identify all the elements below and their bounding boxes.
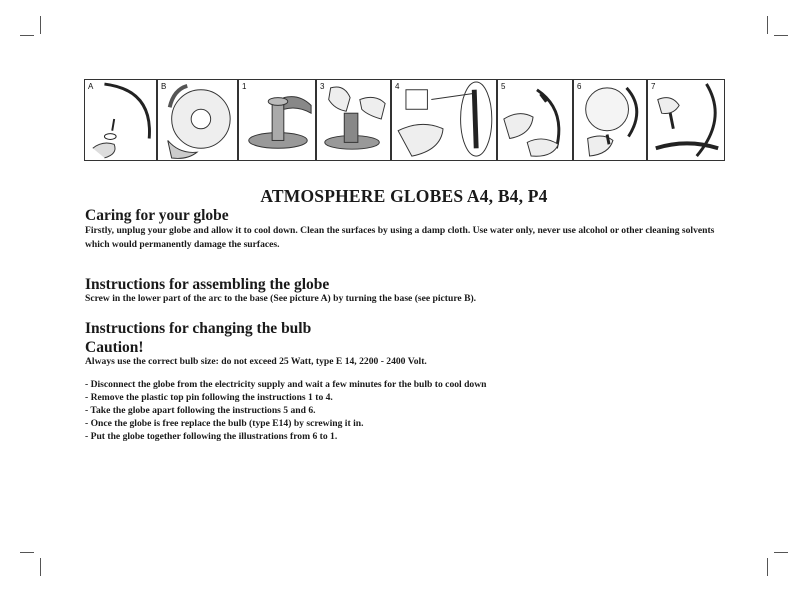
globe-sphere-illustration (574, 80, 646, 160)
illustration-panel-6 (573, 79, 647, 161)
caution-heading: Caution! (85, 339, 144, 356)
list-item: - Once the globe is free replace the bulb (type E14) by screwing it in. (85, 417, 364, 429)
assembling-heading: Instructions for assembling the globe (85, 276, 330, 293)
panel-label: B (161, 82, 167, 91)
panel-label: A (88, 82, 94, 91)
assembling-text: Screw in the lower part of the arc to the base (See picture A) by turning the base (see picture B). (85, 293, 477, 304)
caution-text: Always use the correct bulb size: do not exceed 25 Watt, type E 14, 2200 - 2400 Volt. (85, 356, 427, 367)
crop-mark-bottom-left-h (20, 552, 34, 553)
illustration-panel-a (84, 79, 157, 161)
globe-arc-illustration (85, 80, 156, 160)
panel-label: 3 (320, 82, 325, 91)
illustration-panel-b (157, 79, 238, 161)
bulb-steps-list (85, 379, 487, 444)
crop-mark-bottom-left-v (40, 558, 41, 576)
crop-mark-bottom-right-v (767, 558, 768, 576)
list-item: - Put the globe together following the illustrations from 6 to 1. (85, 430, 338, 442)
page-title: ATMOSPHERE GLOBES A4, B4, P4 (260, 186, 548, 206)
crop-mark-top-right-h (774, 35, 788, 36)
panel-label: 1 (242, 82, 247, 91)
unscrew-pin-illustration (317, 80, 390, 160)
list-item: - Disconnect the globe from the electricity supply and wait a few minutes for the bulb to cool down (85, 379, 487, 390)
caring-text: Firstly, unplug your globe and allow it to cool down. Clean the surfaces by using a damp cloth. Use water only, never use alcohol or other cleaning solvents which would permanently damage the surfaces. (85, 225, 715, 250)
illustration-panel-5 (497, 79, 573, 161)
base-turn-illustration (158, 80, 237, 160)
crop-mark-top-right-v (767, 16, 768, 34)
panel-label: 4 (395, 82, 400, 91)
list-item: - Remove the plastic top pin following the instructions 1 to 4. (85, 391, 333, 403)
reassemble-arc-illustration (648, 80, 724, 160)
separate-globe-illustration (498, 80, 572, 160)
crop-mark-bottom-right-h (774, 552, 788, 553)
bulb-heading: Instructions for changing the bulb (85, 320, 312, 337)
remove-pin-illustration (392, 80, 496, 160)
illustration-panel-7 (647, 79, 725, 161)
top-pin-illustration (239, 80, 315, 160)
illustration-strip (84, 79, 725, 161)
panel-label: 6 (577, 82, 582, 91)
panel-label: 7 (651, 82, 656, 91)
list-item: - Take the globe apart following the instructions 5 and 6. (85, 404, 316, 416)
illustration-panel-4 (391, 79, 497, 161)
crop-mark-top-left-h (20, 35, 34, 36)
crop-mark-top-left-v (40, 16, 41, 34)
illustration-panel-1 (238, 79, 316, 161)
illustration-panel-3 (316, 79, 391, 161)
panel-label: 5 (501, 82, 506, 91)
caring-heading: Caring for your globe (85, 207, 229, 224)
